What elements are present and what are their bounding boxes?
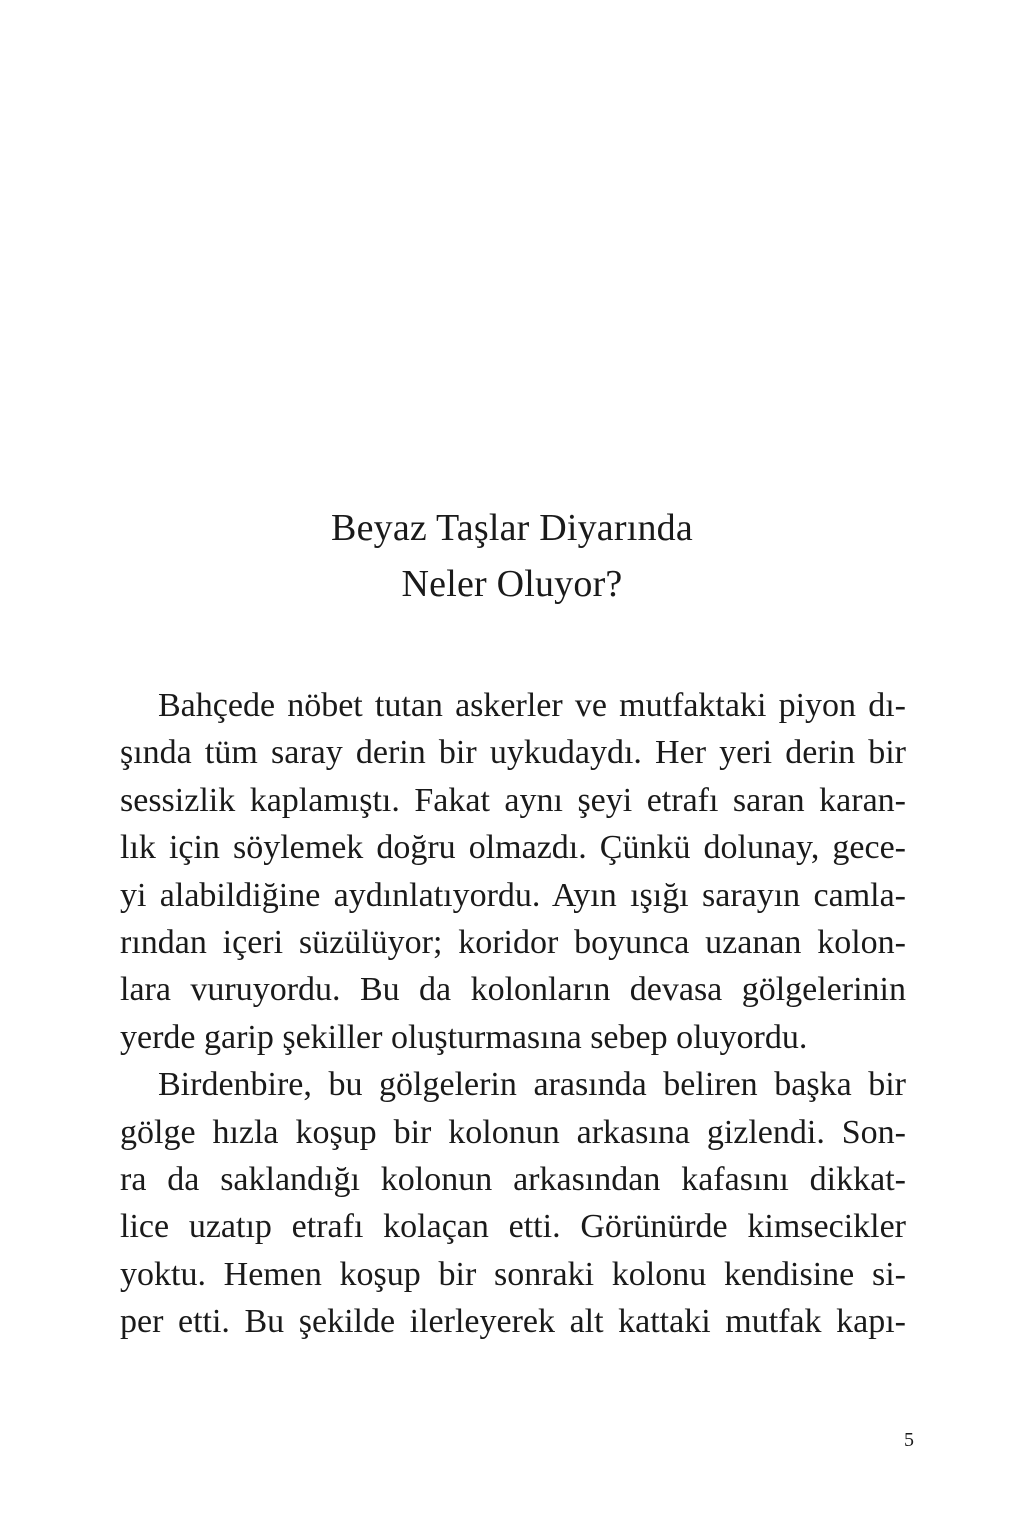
body-text [120,682,906,1345]
paragraph [120,1061,906,1345]
text-line: Birdenbire, bu gölgelerin arasında beliren başka bir [158,1066,906,1104]
text-line: per etti. Bu şekilde ilerleyerek alt kattaki mutfak kapı- [120,1303,906,1341]
chapter-title [0,500,1024,612]
text-line: şında tüm saray derin bir uykudaydı. Her yeri derin bir [120,734,906,772]
chapter-title-line: Beyaz Taşlar Diyarında [331,507,693,549]
text-line: yi alabildiğine aydınlatıyordu. Ayın ışığı sarayın camla- [120,876,906,914]
text-line: Bahçede nöbet tutan askerler ve mutfaktaki piyon dı- [158,687,906,724]
text-line: lara vuruyordu. Bu da kolonların devasa gölgelerinin [120,971,906,1009]
text-line: ra da saklandığı kolonun arkasından kafasını dikkat- [120,1160,906,1198]
page-number: 5 [904,1429,914,1451]
text-line: rından içeri süzülüyor; koridor boyunca uzanan kolon- [120,923,906,961]
text-line: yoktu. Hemen koşup bir sonraki kolonu kendisine si- [120,1255,906,1293]
chapter-title-line: Neler Oluyor? [401,563,623,605]
text-line: yerde garip şekiller oluşturmasına sebep oluyordu. [120,1018,808,1056]
text-line: lık için söylemek doğru olmazdı. Çünkü dolunay, gece- [120,829,906,867]
paragraph [120,682,906,1061]
text-line: gölge hızla koşup bir kolonun arkasına gizlendi. Son- [120,1113,906,1151]
text-line: sessizlik kaplamıştı. Fakat aynı şeyi etrafı saran karan- [120,781,906,819]
text-line: lice uzatıp etrafı kolaçan etti. Görünürde kimsecikler [120,1208,906,1246]
